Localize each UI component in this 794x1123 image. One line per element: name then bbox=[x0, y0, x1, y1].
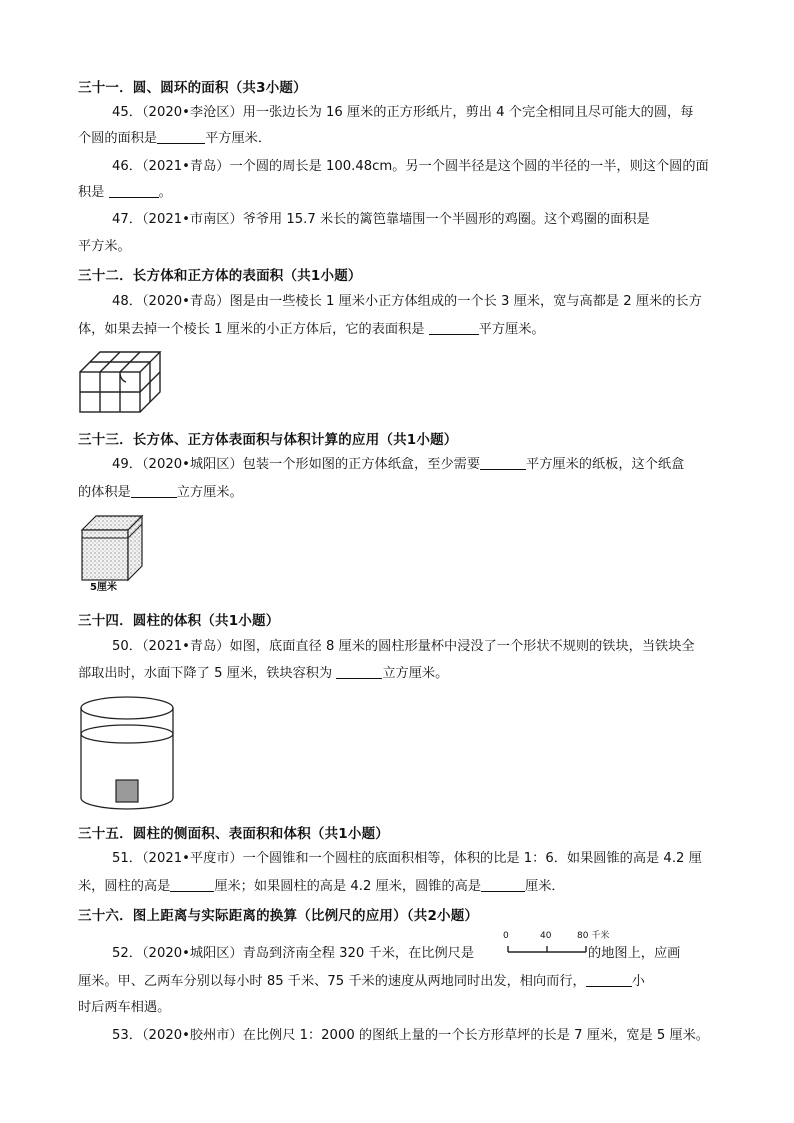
answer-blank[interactable] bbox=[170, 877, 214, 892]
box-dimension-label: 5厘米 bbox=[90, 582, 117, 593]
question-47-line-2: 平方米。 bbox=[78, 239, 131, 254]
section-heading-36: 三十六．图上距离与实际距离的换算（比例尺的应用）（共2小题） bbox=[78, 908, 479, 924]
question-48-unit: 平方厘米。 bbox=[478, 322, 545, 337]
question-47-line-1: 47．（2021•市南区）爷爷用 15.7 米长的篱笆靠墙围一个半圆形的鸡圈。这个鸡圈的面积是 bbox=[112, 212, 650, 227]
question-46-text: 积是 bbox=[78, 185, 109, 200]
answer-blank[interactable] bbox=[480, 455, 526, 470]
question-45-line-1: 45．（2020•李沧区）用一张边长为 16 厘米的正方形纸片，剪出 4 个完全相同且尽可能大的圆，每 bbox=[112, 105, 694, 120]
question-45-unit: 平方厘米． bbox=[205, 131, 272, 146]
question-46-end: 。 bbox=[158, 185, 172, 200]
cylinder-figure bbox=[78, 694, 176, 812]
question-52-text-2: 的地图上，应画 bbox=[588, 946, 681, 961]
question-51-text: 米，圆柱的高是 bbox=[78, 879, 171, 894]
question-46-line-1: 46．（2021•青岛）一个圆的周长是 100.48cm。另一个圆半径是这个圆的半径的一半，则这个圆的面 bbox=[112, 159, 709, 174]
question-45-text: 个圆的面积是 bbox=[78, 131, 158, 146]
question-52-text-3: 厘米。甲、乙两车分别以每小时 85 千米、75 千米的速度从两地同时出发，相向而行， bbox=[78, 974, 586, 989]
question-51-line-1: 51．（2021•平度市）一个圆锥和一个圆柱的底面积相等，体积的比是 1：6．如果圆锥的高是 4.2 厘 bbox=[112, 851, 702, 866]
cuboid-figure bbox=[78, 350, 162, 414]
question-49-text: 49．（2020•城阳区）包装一个形如图的正方体纸盒，至少需要 bbox=[112, 457, 481, 472]
question-50-unit: 立方厘米。 bbox=[382, 666, 449, 681]
question-49-text-3: 的体积是 bbox=[78, 485, 131, 500]
scale-tick-40: 40 bbox=[540, 931, 552, 941]
question-53-line-1: 53．（2020•胶州市）在比例尺 1：2000 的图纸上量的一个长方形草坪的长是 7 厘米，宽是 5 厘米。 bbox=[112, 1028, 709, 1043]
question-52-text: 52．（2020•城阳区）青岛到济南全程 320 千米，在比例尺是 bbox=[112, 946, 475, 961]
question-49-line-1 bbox=[112, 455, 684, 475]
question-49-line-2 bbox=[78, 483, 243, 503]
cube-box-figure bbox=[78, 512, 148, 586]
section-heading-31: 三十一．圆、圆环的面积（共3小题） bbox=[78, 80, 307, 96]
answer-blank[interactable] bbox=[131, 483, 177, 498]
question-52-text-4: 小 bbox=[631, 974, 645, 989]
answer-blank[interactable] bbox=[336, 664, 382, 679]
question-49-text-2: 平方厘米的纸板，这个纸盒 bbox=[526, 457, 685, 472]
question-51-unit: 厘米． bbox=[525, 879, 565, 894]
answer-blank[interactable] bbox=[109, 183, 159, 198]
answer-blank[interactable] bbox=[429, 320, 479, 335]
answer-blank[interactable] bbox=[157, 129, 205, 144]
iron-block bbox=[116, 780, 138, 802]
question-48-line-1: 48．（2020•青岛）图是由一些棱长 1 厘米小正方体组成的一个长 3 厘米，宽与高都是 2 厘米的长方 bbox=[112, 294, 702, 309]
question-49-unit: 立方厘米。 bbox=[176, 485, 243, 500]
scale-tick-80: 80 千米 bbox=[577, 931, 610, 941]
question-51-line-2 bbox=[78, 877, 565, 897]
question-50-text: 部取出时，水面下降了 5 厘米，铁块容积为 bbox=[78, 666, 337, 681]
section-heading-35: 三十五．圆柱的侧面积、表面积和体积（共1小题） bbox=[78, 826, 389, 842]
question-50-line-1: 50．（2021•青岛）如图，底面直径 8 厘米的圆柱形量杯中浸没了一个形状不规则的铁块，当铁块全 bbox=[112, 639, 695, 654]
section-heading-32: 三十二．长方体和正方体的表面积（共1小题） bbox=[78, 268, 362, 284]
question-51-text-2: 厘米；如果圆柱的高是 4.2 厘米，圆锥的高是 bbox=[214, 879, 482, 894]
question-50-line-2 bbox=[78, 664, 448, 684]
section-heading-34: 三十四．圆柱的体积（共1小题） bbox=[78, 613, 280, 629]
question-48-line-2 bbox=[78, 320, 545, 340]
question-48-text: 体，如果去掉一个棱长 1 厘米的小正方体后，它的表面积是 bbox=[78, 322, 429, 337]
answer-blank[interactable] bbox=[481, 877, 525, 892]
section-heading-33: 三十三．长方体、正方体表面积与体积计算的应用（共1小题） bbox=[78, 432, 458, 448]
question-46-line-2 bbox=[78, 183, 172, 203]
question-45-line-2 bbox=[78, 129, 271, 149]
question-52-line-3: 时后两车相遇。 bbox=[78, 1000, 171, 1015]
question-52-line-2 bbox=[78, 972, 645, 992]
scale-tick-0: 0 bbox=[503, 931, 509, 941]
answer-blank[interactable] bbox=[586, 972, 632, 987]
